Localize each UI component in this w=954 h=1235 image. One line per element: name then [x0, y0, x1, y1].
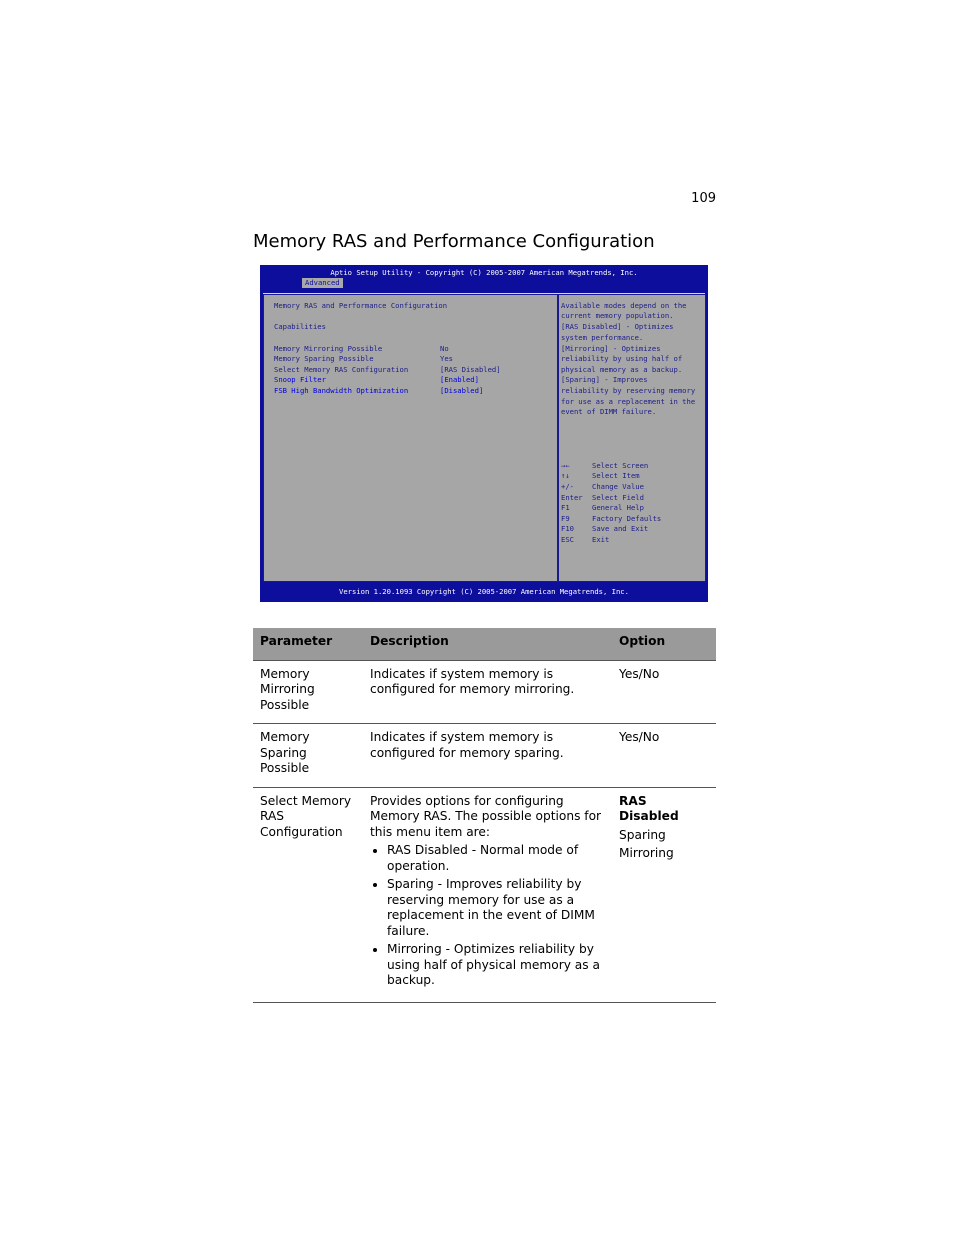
key-desc: Factory Defaults	[592, 514, 662, 523]
option-value: Sparing	[619, 827, 666, 842]
bullet-item: • Sparing - Improves reliability by reserving memory for use as a replacement in the event of DIMM failure.	[387, 877, 605, 939]
key-enter: Enter	[561, 493, 583, 502]
table-row	[253, 724, 716, 788]
option-default: RAS Disabled	[619, 793, 679, 823]
page-number: 109	[691, 191, 716, 206]
key-desc: Select Item	[592, 471, 640, 480]
description-text: Provides options for configuring Memory RAS. The possible options for this menu item are:	[370, 793, 602, 839]
key-desc: Change Value	[592, 482, 644, 491]
bios-body	[263, 293, 705, 582]
help-line: reliability by reserving memory	[561, 386, 696, 395]
option-value: Yes/No	[619, 730, 660, 744]
bios-item-label-mirroring: Memory Mirroring Possible	[274, 344, 383, 353]
key-f9: F9	[561, 514, 570, 523]
cell-parameter: Select Memory RAS Configuration	[253, 787, 363, 1002]
cell-description: Indicates if system memory is configured for memory sparing.	[363, 724, 612, 788]
key-change-value: +/-	[561, 482, 574, 491]
header-parameter: Parameter	[253, 628, 363, 660]
bullet-item: • Mirroring - Optimizes reliability by using half of physical memory as a backup.	[387, 942, 605, 989]
help-line: [RAS Disabled] - Optimizes	[561, 322, 674, 331]
bios-item-value-ras-config: [RAS Disabled]	[440, 365, 501, 374]
cell-description: Indicates if system memory is configured for memory mirroring.	[363, 660, 612, 724]
help-line: [Mirroring] - Optimizes	[561, 344, 661, 353]
help-line: current memory population.	[561, 311, 674, 320]
key-desc: Save and Exit	[592, 524, 649, 533]
header-option: Option	[612, 628, 716, 660]
help-line: system performance.	[561, 333, 644, 342]
bios-capabilities-label: Capabilities	[274, 322, 326, 331]
cell-option	[612, 787, 716, 1002]
help-line: [Sparing] - Improves	[561, 375, 648, 384]
option-value: Mirroring	[619, 846, 674, 860]
bios-footer: Version 1.20.1093 Copyright (C) 2005-2007 American Megatrends, Inc.	[339, 587, 629, 596]
parameter-table	[253, 628, 716, 1003]
help-line: Available modes depend on the	[561, 301, 687, 310]
help-line: reliability by using half of	[561, 354, 683, 363]
key-select-item: ↑↓	[561, 471, 570, 480]
bios-title: Aptio Setup Utility - Copyright (C) 2005-2007 American Megatrends, Inc.	[330, 268, 638, 277]
bios-help-panel	[558, 294, 706, 582]
bios-item-value-snoop-filter[interactable]: [Enabled]	[440, 375, 479, 384]
key-desc: General Help	[592, 503, 644, 512]
bios-item-label-fsb-optimization[interactable]: FSB High Bandwidth Optimization	[274, 386, 409, 395]
cell-option	[612, 724, 716, 788]
option-value: Yes/No	[619, 666, 660, 681]
bios-menu-panel	[263, 294, 558, 582]
tab-advanced[interactable]: Advanced	[302, 278, 343, 288]
key-select-screen: →←	[561, 461, 570, 470]
table-row	[253, 787, 716, 1002]
bios-item-label-ras-config: Select Memory RAS Configuration	[274, 365, 409, 374]
help-line: for use as a replacement in the	[561, 397, 696, 406]
bios-item-label-sparing: Memory Sparing Possible	[274, 354, 374, 363]
cell-parameter: Memory Sparing Possible	[253, 724, 363, 788]
help-line: event of DIMM failure.	[561, 407, 657, 416]
help-line: physical memory as a backup.	[561, 365, 683, 374]
key-desc: Select Field	[592, 493, 644, 502]
bios-item-value-sparing: Yes	[440, 354, 453, 363]
cell-parameter: Memory Mirroring Possible	[253, 660, 363, 724]
header-description: Description	[363, 628, 612, 660]
key-f10: F10	[561, 524, 574, 533]
bullet-item: • RAS Disabled - Normal mode of operation.	[387, 843, 605, 874]
key-esc: ESC	[561, 535, 574, 544]
section-title: Memory RAS and Performance Configuration	[253, 231, 655, 252]
bios-item-value-mirroring: No	[440, 344, 449, 353]
cell-option	[612, 660, 716, 724]
bios-screenshot	[260, 265, 708, 602]
cell-description	[363, 787, 612, 1002]
bios-menu-heading: Memory RAS and Performance Configuration	[274, 301, 448, 310]
option-bullet-list	[370, 843, 605, 989]
table-row	[253, 660, 716, 724]
key-desc: Exit	[592, 535, 610, 544]
key-desc: Select Screen	[592, 461, 649, 470]
key-f1: F1	[561, 503, 570, 512]
bios-item-value-fsb-optimization[interactable]: [Disabled]	[440, 386, 484, 395]
table-header-row	[253, 628, 716, 660]
bios-item-label-snoop-filter[interactable]: Snoop Filter	[274, 375, 326, 384]
